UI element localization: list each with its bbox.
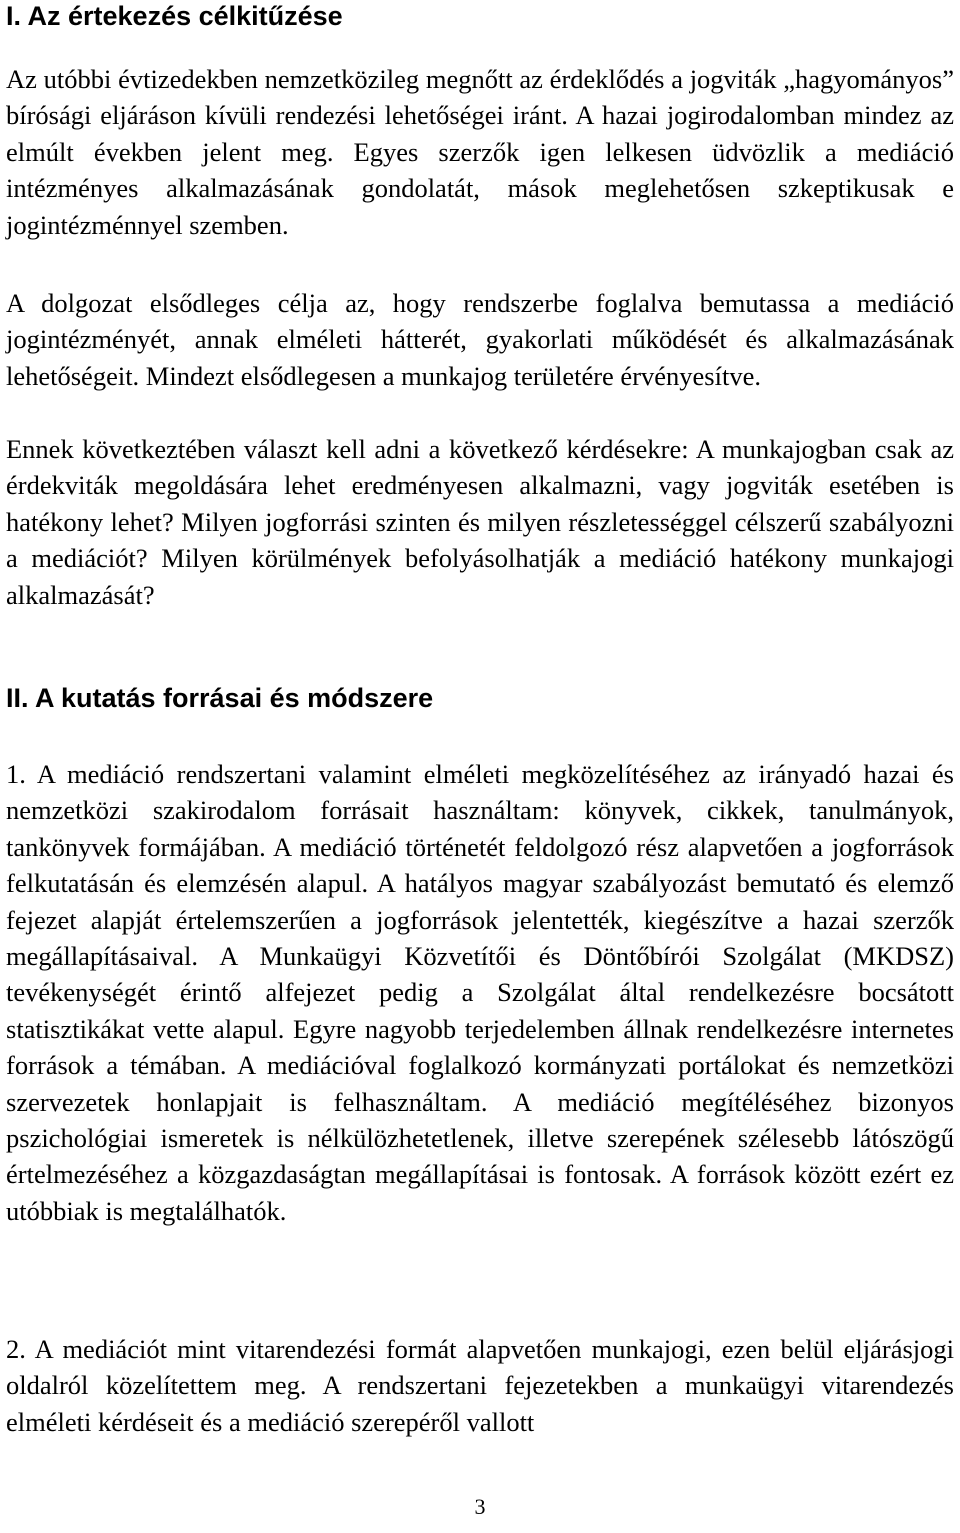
paragraph-sources: 1. A mediáció rendszertani valamint elméleti megközelítéséhez az irányadó hazai és nemzetközi szakirodalom forrásait használtam: könyvek, cikkek, tanulmányok, tankönyvek formájában. A mediáció történetét feldolgozó rész alapvetően a jogforrások felkutatásán és elemzésén alapul. A hatályos magyar szabályozást bemutató és elemző fejezet alapját értelemszerűen a jogforrások jelentették, kiegészítve a hazai szerzők megállapításaival. A Munkaügyi Közvetítői és Döntőbírói Szolgálat (MKDSZ) tevékenységét érintő alfejezet pedig a Szolgálat által rendelkezésre bocsátott statisztikákat vette alapul. Egyre nagyobb terjedelemben állnak rendelkezésre internetes források a témában. A mediációval foglalkozó kormányzati portálokat és nemzetközi szervezetek honlapjait is felhasználtam. A mediáció megítéléséhez bizonyos pszichológiai ismeretek is nélkülözhetetlenek, illetve szerepének szélesebb látószögű értelmezéséhez a közgazdaságtan megállapításai is fontosak. A források között ezért ez utóbbiak is megtalálhatók. xyxy=(6,759,954,1226)
paragraph-intro: Az utóbbi évtizedekben nemzetközileg megnőtt az érdeklődés a jogviták „hagyományos” bírósági eljáráson kívüli rendezési lehetőségei iránt. A hazai jogirodalomban mindez az elmúlt években jelent meg. Egyes szerzők igen lelkesen üdvözlik a mediáció intézményes alkalmazásának gondolatát, mások meglehetősen szkeptikusak e jogintézménnyel szemben. xyxy=(6,64,954,240)
page-number: 3 xyxy=(474,1494,486,1519)
paragraph-questions: Ennek következtében választ kell adni a következő kérdésekre: A munkajogban csak az érdekviták megoldására lehet eredményesen alkalmazni, vagy jogviták esetében is hatékony lehet? Milyen jogforrási szinten és milyen részletességgel célszerű szabályozni a mediációt? Milyen körülmények befolyásolhatják a mediáció hatékony munkajogi alkalmazását? xyxy=(6,434,954,610)
paragraph-aim: A dolgozat elsődleges célja az, hogy rendszerbe foglalva bemutassa a mediáció jogintézményét, annak elméleti hátterét, gyakorlati működését és alkalmazásának lehetőségeit. Mindezt elsődlegesen a munkajog területére érvényesítve. xyxy=(6,288,954,391)
section-heading-objectives: I. Az értekezés célkitűzése xyxy=(6,1,343,31)
paragraph-approach: 2. A mediációt mint vitarendezési formát alapvetően munkajogi, ezen belül eljárásjogi oldalról közelítettem meg. A rendszertani fejezetekben a munkaügyi vitarendezés elméleti kérdéseit és a mediáció szerepéről vallott xyxy=(6,1334,954,1437)
section-heading-sources-methods: II. A kutatás forrásai és módszere xyxy=(6,683,434,713)
